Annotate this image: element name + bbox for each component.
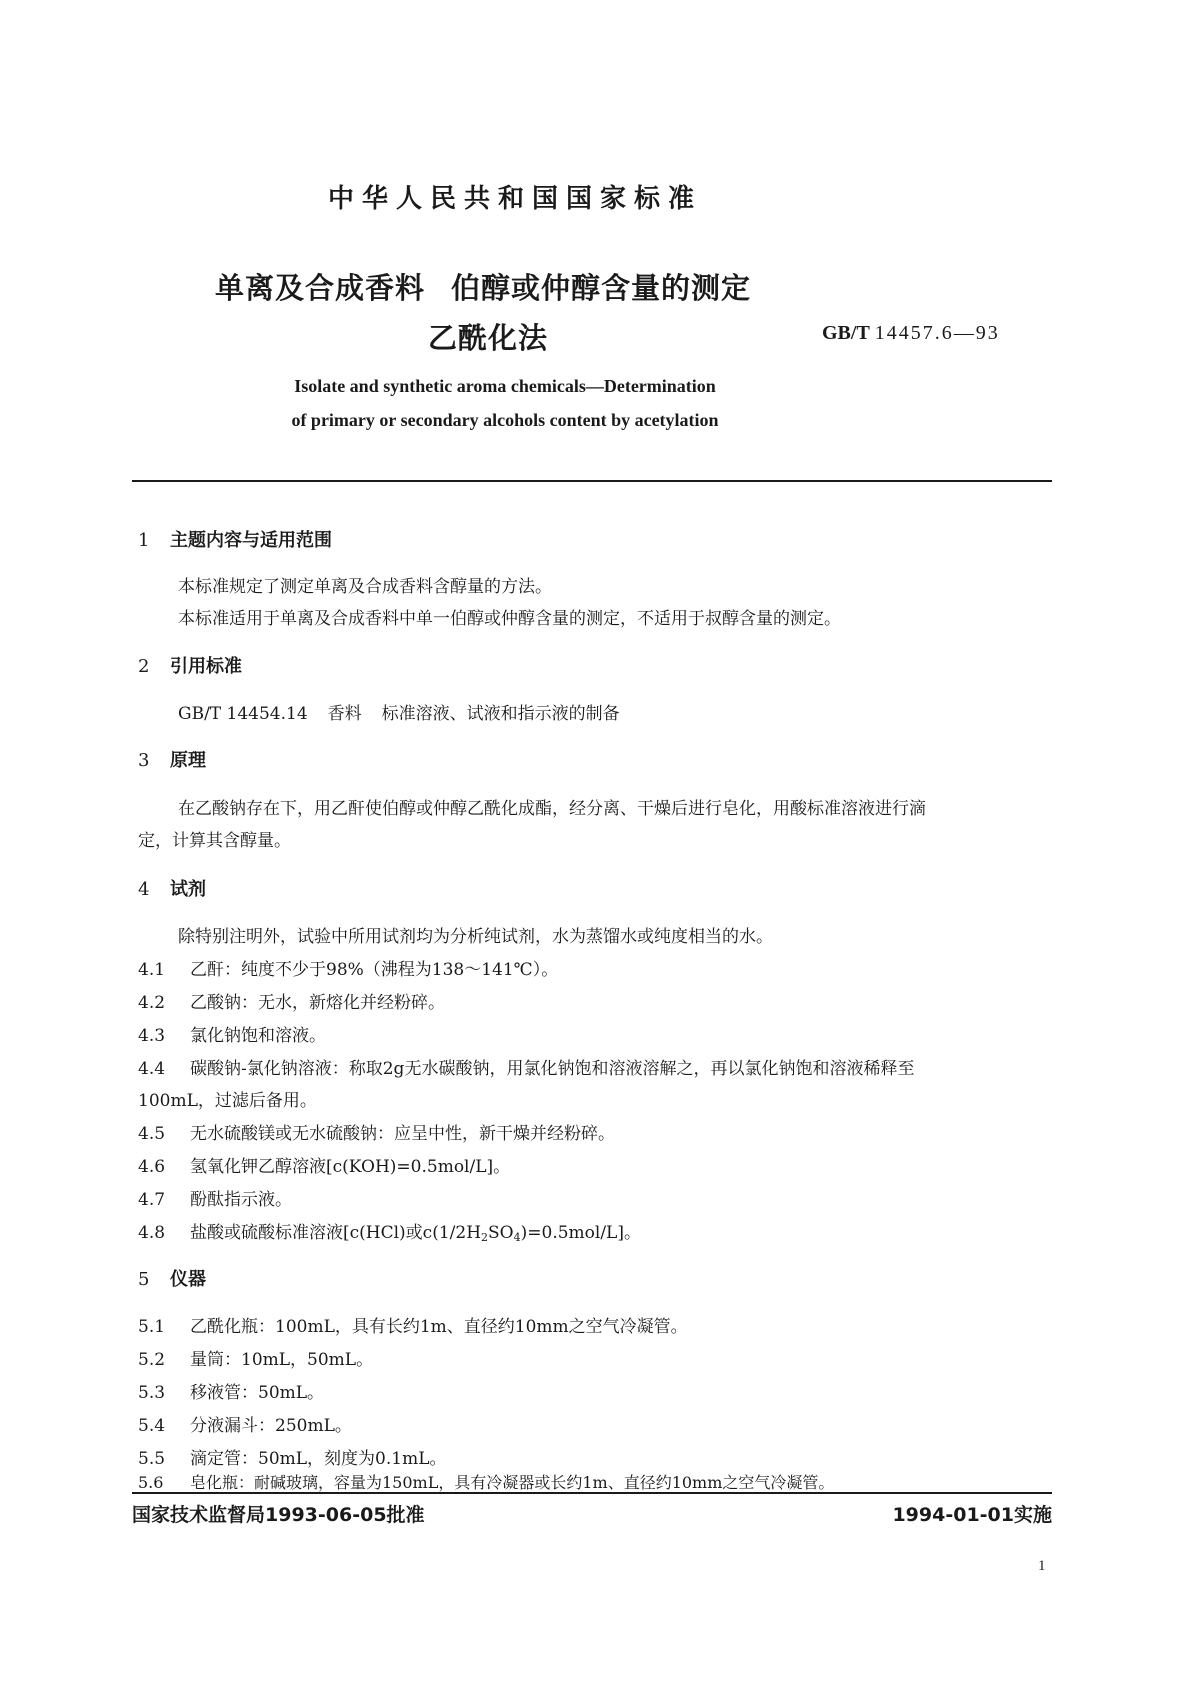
section-3-paragraph-line2: 定，计算其含醇量。 xyxy=(138,831,291,851)
approval-date: 国家技术监督局1993-06-05批准 xyxy=(132,1504,425,1526)
apparatus-item xyxy=(138,1312,688,1337)
item-text: 移液管：50mL。 xyxy=(190,1383,325,1403)
footer-divider xyxy=(132,1492,1052,1494)
item-number: 4.8 xyxy=(138,1223,166,1243)
apparatus-item xyxy=(138,1378,324,1403)
section-1-heading xyxy=(138,526,332,552)
item-text: 无水硫酸镁或无水硫酸钠：应呈中性，新干燥并经粉碎。 xyxy=(190,1124,615,1144)
reagent-item xyxy=(138,1021,326,1046)
section-2-heading xyxy=(138,652,242,678)
national-standard-heading: 中华人民共和国国家标准 xyxy=(327,184,702,214)
section-4-heading xyxy=(138,875,206,901)
section-3-heading xyxy=(138,746,206,772)
section-1-paragraph-1: 本标准规定了测定单离及合成香料含醇量的方法。 xyxy=(178,577,552,597)
item-text: 皂化瓶：耐碱玻璃，容量为150mL，具有冷凝器或长约1m、直径约10mm之空气冷凝管。 xyxy=(190,1473,835,1492)
item-text: 滴定管：50mL，刻度为0.1mL。 xyxy=(190,1449,447,1469)
item-number: 4.5 xyxy=(138,1124,166,1144)
subscript: 4 xyxy=(513,1231,521,1244)
item-text: 分液漏斗：250mL。 xyxy=(190,1416,352,1436)
header-divider xyxy=(132,480,1052,482)
subscript: 2 xyxy=(481,1231,489,1244)
item-number: 4.3 xyxy=(138,1026,166,1046)
section-3-paragraph-line1: 在乙酸钠存在下，用乙酐使伯醇或仲醇乙酰化成酯，经分离、干燥后进行皂化，用酸标准溶液进行滴 xyxy=(178,799,926,819)
reagent-item xyxy=(138,1152,510,1177)
item-text: )=0.5mol/L]。 xyxy=(520,1223,641,1243)
section-5-heading xyxy=(138,1265,206,1291)
section-4-intro: 除特别注明外，试验中所用试剂均为分析纯试剂，水为蒸馏水或纯度相当的水。 xyxy=(178,927,773,947)
reagent-item-continuation: 100mL，过滤后备用。 xyxy=(138,1091,317,1111)
item-number: 4.2 xyxy=(138,993,166,1013)
reference-title: 标准溶液、试液和指示液的制备 xyxy=(381,704,620,724)
item-number: 4.7 xyxy=(138,1190,166,1210)
item-number: 4.4 xyxy=(138,1059,166,1079)
item-number: 5.6 xyxy=(138,1473,164,1492)
reagent-item xyxy=(138,955,558,980)
title-part1: 单离及合成香料 xyxy=(215,271,426,305)
standard-number xyxy=(822,322,1000,345)
english-title-line2: of primary or secondary alcohols content by acetylation xyxy=(291,410,719,430)
item-number: 5.5 xyxy=(138,1449,166,1469)
section-title: 主题内容与适用范围 xyxy=(170,530,332,551)
section-number: 1 xyxy=(138,530,150,551)
item-text: 乙酸钠：无水，新熔化并经粉碎。 xyxy=(190,993,445,1013)
item-text: 乙酐：纯度不少于98%（沸程为138～141℃）。 xyxy=(190,960,559,980)
reagent-item xyxy=(138,1054,914,1079)
english-title-line1: Isolate and synthetic aroma chemicals—Determination xyxy=(294,376,716,396)
document-title-line2: 乙酰化法 xyxy=(428,321,549,355)
reference-field: 香料 xyxy=(327,704,362,724)
standard-code: 14457.6—93 xyxy=(874,322,1000,344)
item-number: 5.1 xyxy=(138,1317,166,1337)
title-part2: 伯醇或仲醇含量的测定 xyxy=(451,271,752,305)
item-number: 4.1 xyxy=(138,960,166,980)
item-number: 5.2 xyxy=(138,1350,166,1370)
item-number: 5.4 xyxy=(138,1416,166,1436)
section-number: 4 xyxy=(138,879,150,900)
item-text: 量筒：10mL，50mL。 xyxy=(190,1350,374,1370)
section-title: 试剂 xyxy=(170,879,206,900)
apparatus-item xyxy=(138,1411,352,1436)
section-number: 3 xyxy=(138,750,150,771)
standard-prefix: GB/T xyxy=(822,322,870,344)
page-number: 1 xyxy=(1038,1558,1046,1574)
item-text: 碳酸钠-氯化钠溶液：称取2g无水碳酸钠，用氯化钠饱和溶液溶解之，再以氯化钠饱和溶液稀释至 xyxy=(190,1059,915,1079)
document-title-line1 xyxy=(215,266,751,307)
section-title: 引用标准 xyxy=(170,656,242,677)
implementation-date: 1994-01-01实施 xyxy=(892,1504,1052,1526)
normative-reference xyxy=(178,699,620,724)
reference-code: GB/T 14454.14 xyxy=(178,704,308,724)
section-1-paragraph-2: 本标准适用于单离及合成香料中单一伯醇或仲醇含量的测定，不适用于叔醇含量的测定。 xyxy=(178,609,841,629)
reagent-item xyxy=(138,1185,292,1210)
section-number: 5 xyxy=(138,1269,150,1290)
item-text: 酚酞指示液。 xyxy=(190,1190,292,1210)
apparatus-item xyxy=(138,1444,447,1469)
reagent-item xyxy=(138,1218,641,1244)
item-number: 4.6 xyxy=(138,1157,166,1177)
section-title: 仪器 xyxy=(170,1269,206,1290)
apparatus-item xyxy=(138,1470,834,1493)
section-title: 原理 xyxy=(170,750,206,771)
item-number: 5.3 xyxy=(138,1383,166,1403)
reagent-item xyxy=(138,988,445,1013)
item-text: 盐酸或硫酸标准溶液[c(HCl)或c(1/2H xyxy=(190,1223,482,1243)
apparatus-item xyxy=(138,1345,373,1370)
reagent-item xyxy=(138,1119,615,1144)
section-number: 2 xyxy=(138,656,150,677)
item-text: 氢氧化钾乙醇溶液[c(KOH)=0.5mol/L]。 xyxy=(190,1157,511,1177)
item-text: 乙酰化瓶：100mL，具有长约1m、直径约10mm之空气冷凝管。 xyxy=(190,1317,688,1337)
item-text: SO xyxy=(488,1223,514,1243)
item-text: 氯化钠饱和溶液。 xyxy=(190,1026,326,1046)
